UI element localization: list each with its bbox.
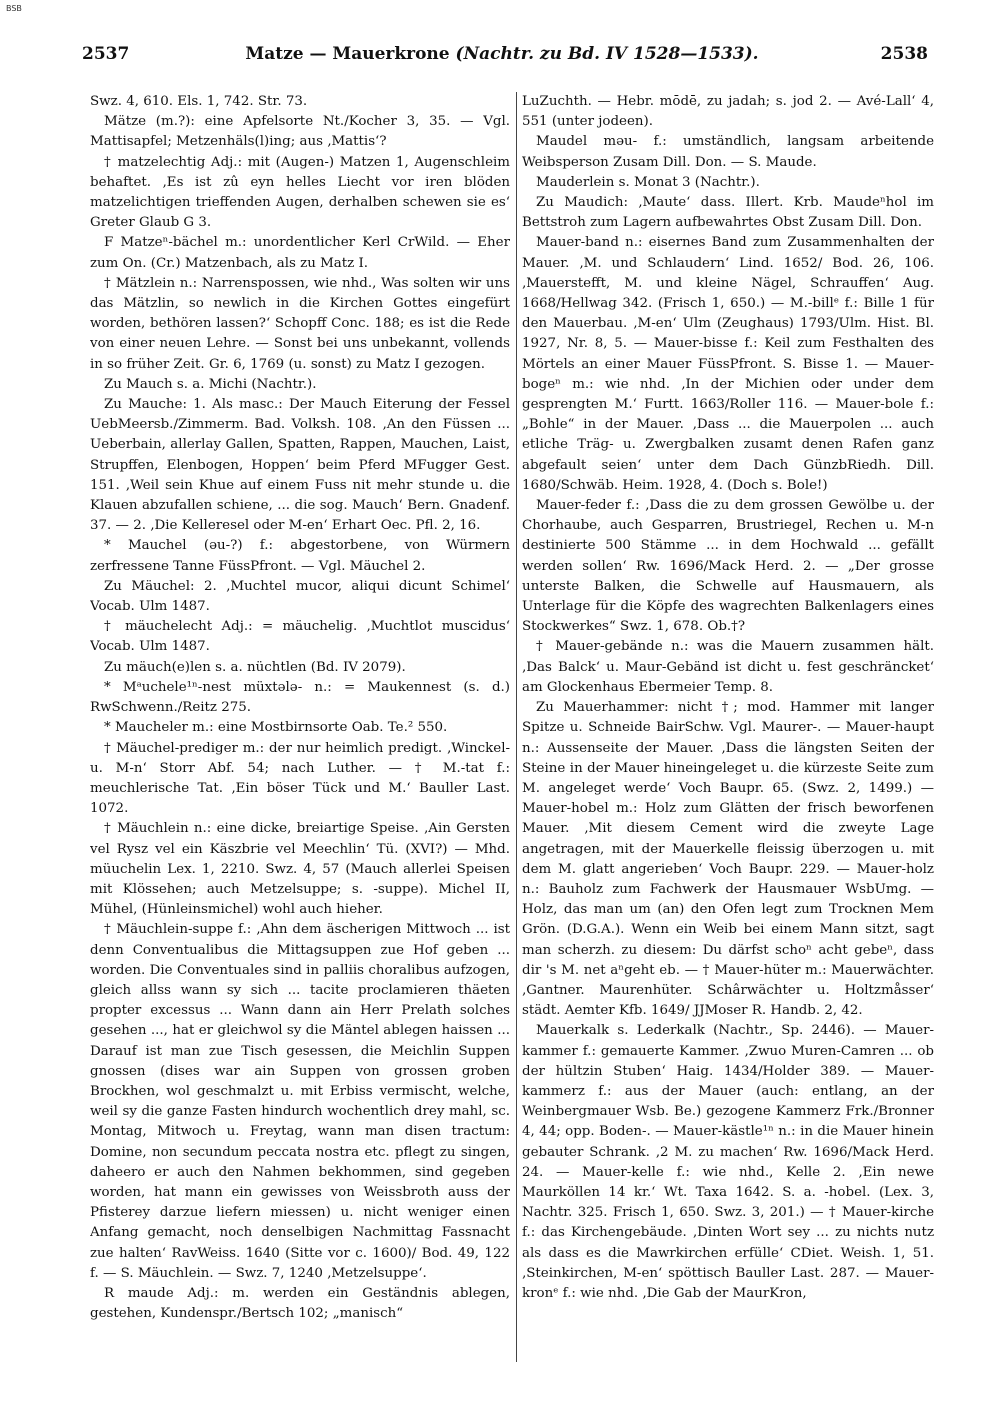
dictionary-entry: † mäuchelecht Adj.: = mäuchelig. ‚Muchtlot muscidus‘ Vocab. Ulm 1487. bbox=[90, 619, 510, 655]
dictionary-entry: * Mauchel (əu-?) f.: abgestorbene, von Würmern zerfressene Tanne FüssPfront. — Vgl. Mäuchel 2. bbox=[90, 538, 510, 574]
dictionary-entry: † Mäuchlein-suppe f.: ‚Ahn dem äscherigen Mittwoch ... ist denn Conventualibus die Mittagsuppen zue Hof geben ... worden. Die Conventuales sind in palliis choralibus aufzogen, gleich allss wann sy sich ... tacite proclamieren thäeten propter excessus ... Wann dann ain Herr Prelath solches gesehen ..., hat er gleichwol sy die Mäntel ablegen haissen ... Darauf ist man zue Tisch gesessen, die Meichlin Suppen gnossen (dises war ain Suppen von grossen groben Brockhen, wol geschmalzt u. mit Erbiss vermischt, welche, weil sy die ganze Fasten hindurch wochentlich drey mahl, sc. Montag, Mitwoch u. Freytag, wann man disen tractum: Domine, non secundum peccata nostra etc. pflegt zu singen, daheero er auch den Nahmen bekhommen, sind gegeben worden, hat mann ein gewisses von Weissbroth auss der Pfisterey darzue liefern miessen) u. nicht weniger einen Anfang gemacht, noch denselbigen Nachmittag Fassnacht zue halten‘ RavWeiss. 1640 (Sitte vor c. 1600)/ Bod. 49, 122 f. — S. Mäuchlein. — Swz. 7, 1240 ‚Metzelsuppe‘. bbox=[90, 922, 510, 1281]
dictionary-entry: † Mauer-gebände n.: was die Mauern zusammen hält. ‚Das Balck‘ u. Maur-Gebänd ist dicht u. fest geschräncket‘ am Glockenhaus Ebermeier Temp. 8. bbox=[522, 639, 934, 695]
dictionary-entry: Zu Mauche: 1. Als masc.: Der Mauch Eiterung der Fessel UebMeersb./Zimmerm. Bad. Volksh. 108. ‚An den Füssen ... Ueberbain, allerlay Gallen, Spatten, Rappen, Mauchen, Laist, Strupffen, Elenbogen, Hoppen‘ beim Pferd MFugger Gest. 151. ‚Weil sein Khue auf einem Fuss nit mehr stunde u. die Klauen abzufallen schiene, ... die sog. Mauch‘ Bern. Gnadenf. 37. — 2. ‚Die Kelleresel oder M-en‘ Erhart Oec. Pfl. 2, 16. bbox=[90, 397, 510, 534]
dictionary-entry: Zu Mauerhammer: nicht †; mod. Hammer mit langer Spitze u. Schneide BairSchw. Vgl. Maurer-. — Mauer-haupt n.: Aussenseite der Mauer. ‚Dass die längsten Seiten der Steine in der Mauer hineingeleget u. die kürzeste Seite zum M. angeleget werde‘ Voch Baupr. 65. (Swz. 2, 1499.) — Mauer-hobel m.: Holz zum Glätten der frisch beworfenen Mauer. ‚Mit diesem Cement wird die zweyte Lage angetragen, mit der Mauerkelle fleissig überzogen u. mit dem M. glatt angerieben‘ Voch Baupr. 229. — Mauer-holz n.: Bauholz zum Fachwerk der Hausmauer WsbUmg. — Holz, das man um (an) den Ofen legt zum Trocknen Mem Grön. (D.G.A.). Wenn ein Weib bei einem Mann sitzt, sagt man scherzh. zu diesem: Du därfst schoⁿ acht gebeⁿ, dass dir 's M. net aⁿgeht eb. — † Mauer-hüter m.: Mauerwächter. ‚Gantner. Maurenhüter. Schârwächter u. Holtzmåsser‘ städt. Aemter Kfb. 1649/ JJMoser R. Handb. 2, 42. bbox=[522, 700, 934, 1019]
running-title-main: Matze — Mauerkrone bbox=[245, 44, 450, 64]
dictionary-entry: Mätze (m.?): eine Apfelsorte Nt./Kocher 3, 35. — Vgl. Mattisapfel; Metzenhäls(l)ing; aus ‚Mattis‘? bbox=[90, 114, 510, 150]
dictionary-entry: Zu mäuch(e)len s. a. nüchtlen (Bd. IV 2079). bbox=[104, 659, 406, 675]
dictionary-entry: F Matzeⁿ-bächel m.: unordentlicher Kerl CrWild. — Eher zum On. (Cr.) Matzenbach, als zu Matz I. bbox=[90, 235, 510, 271]
right-column bbox=[516, 92, 934, 1362]
dictionary-entry: † Mäuchlein n.: eine dicke, breiartige Speise. ‚Ain Gersten vel Rysz vel ein Käszbrie vel Meechlin‘ Tü. (XVI?) — Mhd. müuchelin Lex. 1, 2210. Swz. 4, 57 (Mauch allerlei Speisen mit Klössehen; auch Metzelsuppe; s. -suppe). Michel II, Mühel, (Hünleinsmichel) wohl auch hieher. bbox=[90, 821, 510, 918]
dictionary-entry: Mauderlein s. Monat 3 (Nachtr.). bbox=[536, 174, 760, 190]
page-number-right: 2538 bbox=[880, 44, 928, 64]
page-header bbox=[82, 44, 928, 74]
page-number-left: 2537 bbox=[82, 44, 130, 64]
dictionary-entry: Zu Mäuchel: 2. ‚Muchtel mucor, aliqui dicunt Schimel‘ Vocab. Ulm 1487. bbox=[90, 578, 510, 615]
dictionary-entry: * Mᵃuchele¹ⁿ-nest müxtələ- n.: = Maukennest (s. d.) RwSchwenn./Reitz 275. bbox=[90, 679, 510, 716]
running-title-italic: (Nachtr. zu Bd. IV 1528—1533). bbox=[455, 44, 759, 64]
dictionary-entry: LuZuchth. — Hebr. mōdē, zu jadah; s. jod 2. — Avé-Lall‘ 4, 551 (unter jodeen). bbox=[522, 94, 934, 130]
left-column bbox=[90, 92, 510, 1362]
dictionary-entry: R maude Adj.: m. werden ein Geständnis ablegen, gestehen, Kundenspr./Bertsch 102; „manisch“ bbox=[90, 1285, 510, 1322]
dictionary-entry: Zu Mauch s. a. Michi (Nachtr.). bbox=[104, 376, 317, 392]
dictionary-entry: Zu Maudich: ‚Maute‘ dass. Illert. Krb. Maudeⁿhol im Bettstroh zum Lagern aufbewahrtes Obst Zusam Dill. Don. bbox=[522, 195, 934, 231]
dictionary-entry: † matzelechtig Adj.: mit (Augen-) Matzen 1, Augenschleim behaftet. ‚Es ist zû eyn helles Liecht vor iren blöden matzelichtigen trieffenden Augen, derhalben schewen sie es‘ Greter Glaub G 3. bbox=[90, 154, 510, 231]
dictionary-entry: Mauer-feder f.: ‚Dass die zu dem grossen Gewölbe u. der Chorhaube, auch Gesparren, Brustriegel, Rechen u. M-n destinierte 500 Stämme ... in dem Hochwald ... gefällt werden sollen‘ Rw. 1696/Mack Herd. 2. — „Der grosse unterste Balken, die Schwelle auf Hausmauern, als Unterlage für die Köpfe des wagrechten Balkenlagers eines Stockwerkes“ Swz. 1, 678. Ob.†? bbox=[522, 498, 934, 635]
dictionary-entry: † Mätzlein n.: Narrenspossen, wie nhd., Was solten wir uns das Mätzlin, so newlich in die Kirchen Gottes eingefürt worden, bethören lassen?‘ Schopff Conc. 188; es ist die Rede von einer neuen Lehre. — Sonst bei uns unbekannt, vollends in so früher Zeit. Gr. 6, 1769 (u. sonst) zu Matz I gezogen. bbox=[90, 275, 510, 372]
dictionary-entry: Swz. 4, 610. Els. 1, 742. Str. 73. bbox=[90, 94, 308, 109]
dictionary-entry: † Mäuchel-prediger m.: der nur heimlich predigt. ‚Winckel- u. M-n‘ Storr Abf. 54; nach Luther. — † M.-tat f.: meuchlerische Tat. ‚Ein böser Tück und M.‘ Bauller Last. 1072. bbox=[90, 740, 510, 817]
running-title bbox=[82, 44, 922, 64]
dictionary-entry: Mauer-band n.: eisernes Band zum Zusammenhalten der Mauer. ‚M. und Schlaudern‘ Lind. 1652/ Bod. 26, 106. ‚Mauerstefft, M. und kleine Nägel, Schrauffen‘ Aug. 1668/Hellwag 342. (Frisch 1, 650.) — M.-billᵉ f.: Bille 1 für den Mauerbau. ‚M-en‘ Ulm (Zeughaus) 1793/Ulm. Hist. Bl. 1927, Nr. 8, 5. — Mauer-bisse f.: Keil zum Festhalten des Mörtels an einer Mauer FüssPfront. S. Bisse 1. — Mauer-bogeⁿ m.: wie nhd. ‚In der Michien oder under dem gesprengten M.‘ Furtt. 1663/Roller 116. — Mauer-bole f.: „Bohle“ in der Mauer. ‚Dass ... die Mauerpolen ... auch etliche Träg- u. Zwergbalken zusamt denen Rafen ganz abgefault seien‘ unter dem Dach GünzbRiedh. Dill. 1680/Schwäb. Heim. 1928, 4. (Doch s. Bole!) bbox=[522, 235, 934, 493]
dictionary-entry: * Maucheler m.: eine Mostbirnsorte Oab. Te.² 550. bbox=[104, 720, 448, 736]
dictionary-entry: Maudel məu- f.: umständlich, langsam arbeitende Weibsperson Zusam Dill. Don. — S. Maude. bbox=[522, 134, 934, 170]
library-stamp: BSB bbox=[6, 4, 22, 13]
dictionary-entry: Mauerkalk s. Lederkalk (Nachtr., Sp. 2446). — Mauer-kammer f.: gemauerte Kammer. ‚Zwuo Muren-Camren ... ob der hültzin Stuben‘ Haig. 1434/Holder 389. — Mauer-kammerz f.: aus der Mauer (auch: entlang, an der Weinbergmauer Wsb. Be.) gezogene Kammerz Frk./Bronner 4, 44; opp. Boden-. — Mauer-kästle¹ⁿ n.: in die Mauer hinein gebauter Schrank. ‚2 M. zu machen‘ Rw. 1696/Mack Herd. 24. — Mauer-kelle f.: wie nhd., Kelle 2. ‚Ein newe Maurköllen 14 kr.‘ Wt. Taxa 1642. S. a. -hobel. (Lex. 3, Nachtr. 325. Frisch 1, 650. Swz. 3, 201.) — † Mauer-kirche f.: das Kirchengebäude. ‚Dinten Wort sey ... zu nichts nutz als dass es die Mawrkirchen erfülle‘ CDiet. Weish. 1, 51. ‚Steinkirchen, M-en‘ spöttisch Bauller Last. 287. — Mauer-kronᵉ f.: wie nhd. ‚Die Gab der MaurKron, bbox=[522, 1023, 934, 1301]
